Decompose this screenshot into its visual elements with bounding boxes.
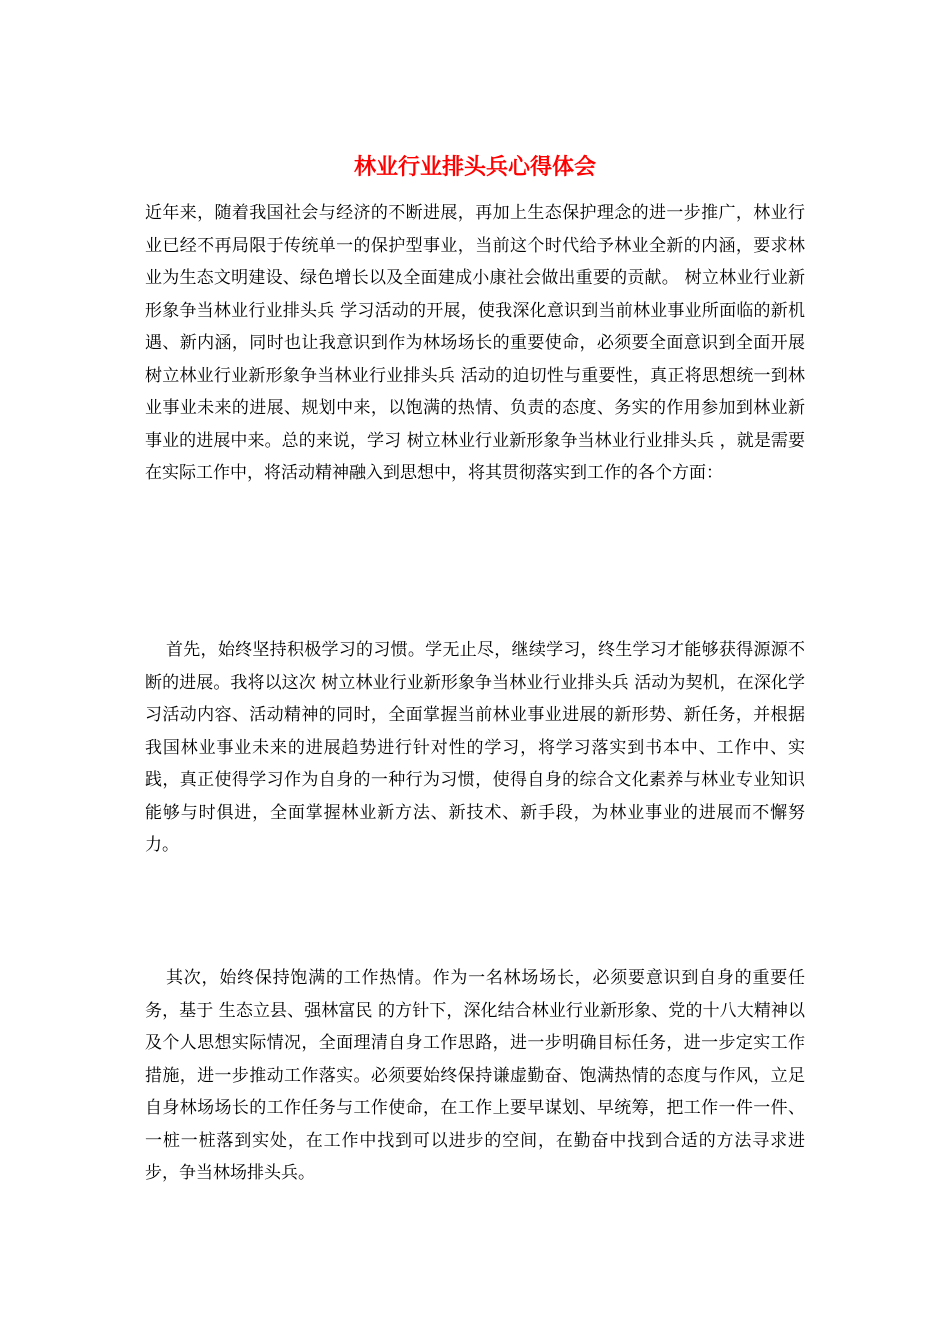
paragraph-intro: 近年来，随着我国社会与经济的不断进展，再加上生态保护理念的进一步推广，林业行业已经不再局限于传统单一的保护型事业，当前这个时代给予林业全新的内涵，要求林业为生态文明建设、绿色增长以及全面建成小康社会做出重要的贡献。 树立林业行业新形象争当林业行业排头兵 学习活动的开展，使我深化意识到当前林业事业所面临的新机遇、新内涵，同时也让我意识到作为林场场长的重要使命，必须要全面意识到全面开展 树立林业行业新形象争当林业行业排头兵 活动的迫切性与重要性，真正将思想统一到林业事业未来的进展、规划中来，以饱满的热情、负责的态度、务实的作用参加到林业新事业的进展中来。总的来说，学习 树立林业行业新形象争当林业行业排头兵 ，就是需要在实际工作中，将活动精神融入到思想中，将其贯彻落实到工作的各个方面： xyxy=(145,203,805,483)
paragraph-second-point: 其次，始终保持饱满的工作热情。作为一名林场场长，必须要意识到自身的重要任务，基于 生态立县、强林富民 的方针下，深化结合林业行业新形象、党的十八大精神以及个人思想实际情况，全面理清自身工作思路，进一步明确目标任务，进一步定实工作措施，进一步推动工作落实。必须要始终保持谦虚勤奋、饱满热情的态度与作风，立足自身林场场长的工作任务与工作使命，在工作上要早谋划、早统筹，把工作一件一件、一桩一桩落到实处，在工作中找到可以进步的空间，在勤奋中找到合适的方法寻求进步，争当林场排头兵。 xyxy=(145,968,805,1183)
document-title: 林业行业排头兵心得体会 xyxy=(353,154,596,180)
paragraph-first-point: 首先，始终坚持积极学习的习惯。学无止尽，继续学习，终生学习才能够获得源源不断的进展。我将以这次 树立林业行业新形象争当林业行业排头兵 活动为契机，在深化学习活动内容、活动精神的同时，全面掌握当前林业事业进展的新形势、新任务，并根据我国林业事业未来的进展趋势进行针对性的学习，将学习落实到书本中、工作中、实践，真正使得学习作为自身的一种行为习惯，使得自身的综合文化素养与林业专业知识能够与时俱进，全面掌握林业新方法、新技术、新手段，为林业事业的进展而不懈努力。 xyxy=(145,640,805,855)
